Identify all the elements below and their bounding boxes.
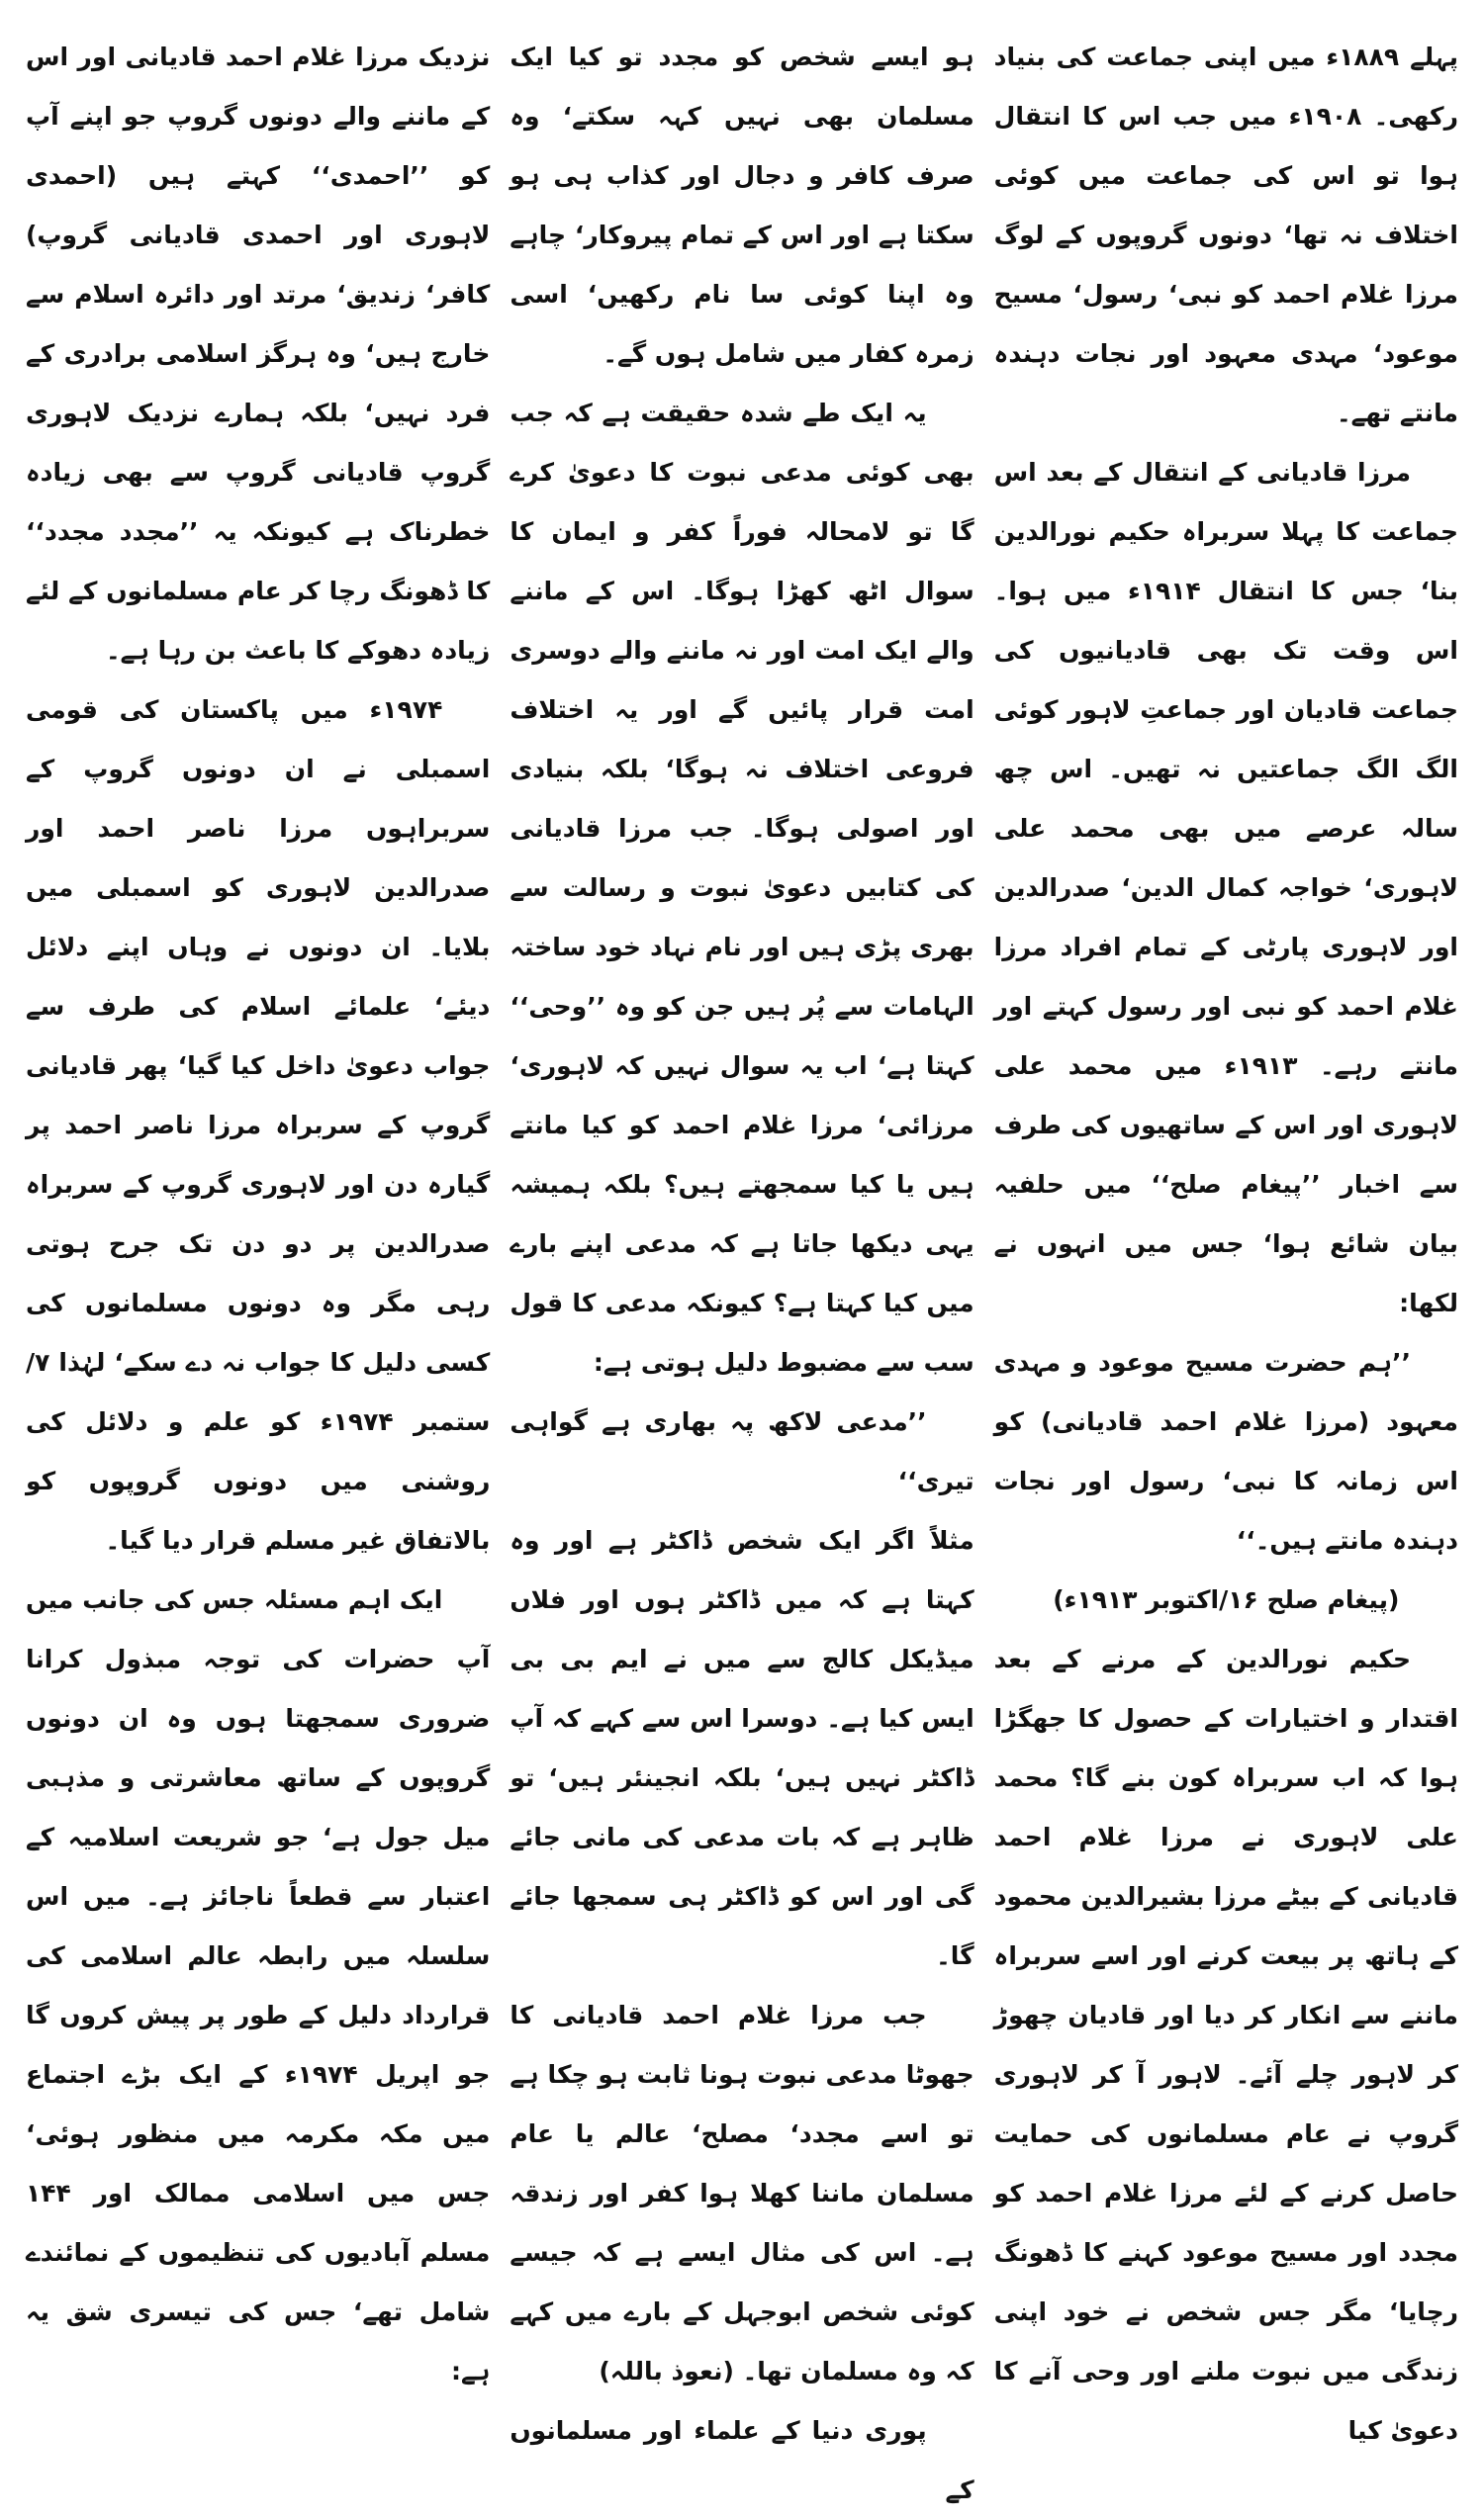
- paragraph: ہو ایسے شخص کو مجدد تو کیا ایک مسلمان بھی نہیں کہہ سکتے‘ وہ صرف کافر و دجال اور کذاب ہی ہو سکتا ہے اور اس کے تمام پیروکار‘ چاہے وہ اپنا کوئی سا نام رکھیں‘ اسی زمرہ کفار میں شامل ہوں گے۔: [510, 43, 974, 368]
- citation: (پیغام صلح ۱۶/اکتوبر ۱۹۱۳ء): [1053, 1585, 1400, 1614]
- verse-quote: ’’مدعی لاکھ پہ بھاری ہے گواہی تیری‘‘: [510, 1407, 974, 1495]
- quotation: ’’ہم حضرت مسیح موعود و مہدی معہود (مرزا غلام احمد قادیانی) کو اس زمانہ کا نبی‘ رسول اور نجات دہندہ مانتے ہیں۔‘‘: [993, 1348, 1458, 1555]
- paragraph: حکیم نورالدین کے مرنے کے بعد اقتدار و اختیارات کے حصول کا جھگڑا ہوا کہ اب سربراہ کون بنے گا؟ محمد علی لاہوری نے مرزا غلام احمد قادیانی کے بیٹے مرزا بشیرالدین محمود کے ہاتھ پر بیعت کرنے اور اسے سربراہ ماننے سے انکار کر دیا اور قادیان چھوڑ کر لاہور چلے آئے۔ لاہور آ کر لاہوری گروپ نے عام مسلمانوں کی حمایت حاصل کرنے کے لئے مرزا غلام احمد کو مجدد اور مسیح موعود کہنے کا ڈھونگ رچایا‘ مگر جس شخص نے خود اپنی زندگی میں نبوت ملنے اور وحی آنے کا دعویٰ کیا: [993, 1645, 1458, 2445]
- paragraph: جب مرزا غلام احمد قادیانی کا جھوٹا مدعی نبوت ہونا ثابت ہو چکا ہے تو اسے مجدد‘ مصلح‘ عالم یا عام مسلمان ماننا کھلا ہوا کفر اور زندقہ ہے۔ اس کی مثال ایسے ہے کہ جیسے کوئی شخص ابوجہل کے بارے میں کہے کہ وہ مسلمان تھا۔ (نعوذ باللہ): [510, 2001, 974, 2385]
- column-left: [26, 28, 490, 2520]
- paragraph: پہلے ۱۸۸۹ء میں اپنی جماعت کی بنیاد رکھی۔ ۱۹۰۸ء میں جب اس کا انتقال ہوا تو اس کی جماعت میں کوئی اختلاف نہ تھا‘ دونوں گروپوں کے لوگ مرزا غلام احمد کو نبی‘ رسول‘ مسیح موعود‘ مہدی معہود اور نجات دہندہ مانتے تھے۔: [993, 43, 1458, 427]
- column-middle: [510, 28, 974, 2520]
- paragraph: ۱۹۷۴ء میں پاکستان کی قومی اسمبلی نے ان دونوں گروپ کے سربراہوں مرزا ناصر احمد اور صدرالدین لاہوری کو اسمبلی میں بلایا۔ ان دونوں نے وہاں اپنے دلائل دیئے‘ علمائے اسلام کی طرف سے جواب دعویٰ داخل کیا گیا‘ پھر قادیانی گروپ کے سربراہ مرزا ناصر احمد پر گیارہ دن اور لاہوری گروپ کے سربراہ صدرالدین پر دو دن تک جرح ہوتی رہی مگر وہ دونوں مسلمانوں کی کسی دلیل کا جواب نہ دے سکے‘ لہٰذا ۷/ستمبر ۱۹۷۴ء کو علم و دلائل کی روشنی میں دونوں گروپوں کو بالاتفاق غیر مسلم قرار دیا گیا۔: [26, 695, 491, 1555]
- column-right: [994, 28, 1458, 2520]
- paragraph: مرزا قادیانی کے انتقال کے بعد اس جماعت کا پہلا سربراہ حکیم نورالدین بنا‘ جس کا انتقال ۱۹۱۴ء میں ہوا۔ اس وقت تک بھی قادیانیوں کی جماعت قادیان اور جماعتِ لاہور کوئی الگ الگ جماعتیں نہ تھیں۔ اس چھ سالہ عرصے میں بھی محمد علی لاہوری‘ خواجہ کمال الدین‘ صدرالدین اور لاہوری پارٹی کے تمام افراد مرزا غلام احمد کو نبی اور رسول کہتے اور مانتے رہے۔ ۱۹۱۳ء میں محمد علی لاہوری اور اس کے ساتھیوں کی طرف سے اخبار ’’پیغام صلح‘‘ میں حلفیہ بیان شائع ہوا‘ جس میں انہوں نے لکھا:: [993, 458, 1458, 1317]
- paragraph: پوری دنیا کے علماء اور مسلمانوں کے: [510, 2416, 974, 2504]
- paragraph: ایک اہم مسئلہ جس کی جانب میں آپ حضرات کی توجہ مبذول کرانا ضروری سمجھتا ہوں وہ ان دونوں گروپوں کے ساتھ معاشرتی و مذہبی میل جول ہے‘ جو شریعت اسلامیہ کے اعتبار سے قطعاً ناجائز ہے۔ میں اس سلسلہ میں رابطہ عالم اسلامی کی قرارداد دلیل کے طور پر پیش کروں گا جو اپریل ۱۹۷۴ء کے ایک بڑے اجتماع میں مکہ مکرمہ میں منظور ہوئی‘ جس میں اسلامی ممالک اور ۱۴۴ مسلم آبادیوں کی تنظیموں کے نمائندے شامل تھے‘ جس کی تیسری شق یہ ہے:: [26, 1585, 491, 2385]
- paragraph: مثلاً اگر ایک شخص ڈاکٹر ہے اور وہ کہتا ہے کہ میں ڈاکٹر ہوں اور فلاں میڈیکل کالج سے میں نے ایم بی بی ایس کیا ہے۔ دوسرا اس سے کہے کہ آپ ڈاکٹر نہیں ہیں‘ بلکہ انجینئر ہیں‘ تو ظاہر ہے کہ بات مدعی کی مانی جائے گی اور اس کو ڈاکٹر ہی سمجھا جائے گا۔: [510, 1526, 974, 1970]
- paragraph: یہ ایک طے شدہ حقیقت ہے کہ جب بھی کوئی مدعی نبوت کا دعویٰ کرے گا تو لامحالہ فوراً کفر و ایمان کا سوال اٹھ کھڑا ہوگا۔ اس کے ماننے والے ایک امت اور نہ ماننے والے دوسری امت قرار پائیں گے اور یہ اختلاف فروعی اختلاف نہ ہوگا‘ بلکہ بنیادی اور اصولی ہوگا۔ جب مرزا قادیانی کی کتابیں دعویٰ نبوت و رسالت سے بھری پڑی ہیں اور نام نہاد خود ساختہ الہامات سے پُر ہیں جن کو وہ ’’وحی‘‘ کہتا ہے‘ اب یہ سوال نہیں کہ لاہوری‘ مرزائی‘ مرزا غلام احمد کو کیا مانتے ہیں یا کیا سمجھتے ہیں؟ بلکہ ہمیشہ یہی دیکھا جاتا ہے کہ مدعی اپنے بارے میں کیا کہتا ہے؟ کیونکہ مدعی کا قول سب سے مضبوط دلیل ہوتی ہے:: [510, 399, 974, 1377]
- paragraph: نزدیک مرزا غلام احمد قادیانی اور اس کے ماننے والے دونوں گروپ جو اپنے آپ کو ’’احمدی‘‘ کہتے ہیں (احمدی لاہوری اور احمدی قادیانی گروپ) کافر‘ زندیق‘ مرتد اور دائرہ اسلام سے خارج ہیں‘ وہ ہرگز اسلامی برادری کے فرد نہیں‘ بلکہ ہمارے نزدیک لاہوری گروپ قادیانی گروپ سے بھی زیادہ خطرناک ہے کیونکہ یہ ’’مجدد مجدد‘‘ کا ڈھونگ رچا کر عام مسلمانوں کے لئے زیادہ دھوکے کا باعث بن رہا ہے۔: [26, 43, 491, 665]
